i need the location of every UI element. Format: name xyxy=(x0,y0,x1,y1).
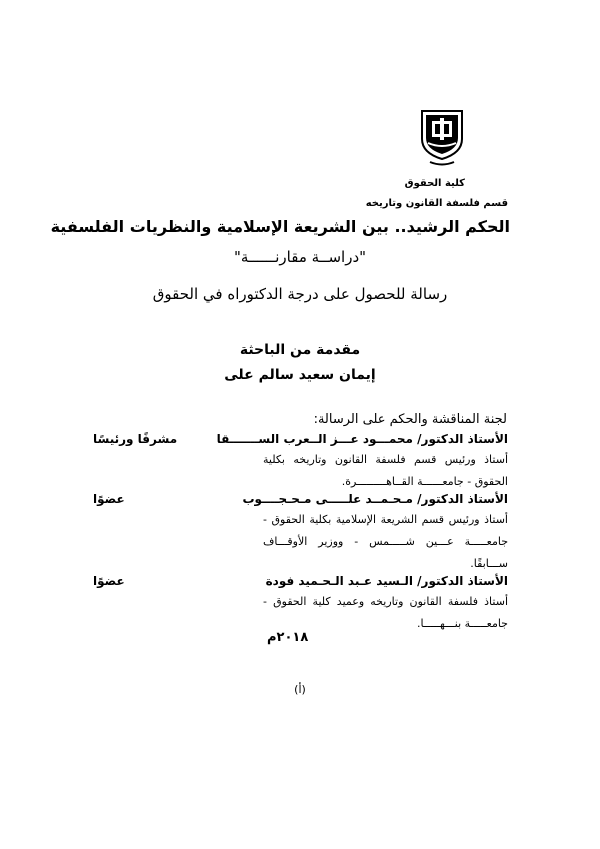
thesis-year: ٢٠١٨م xyxy=(267,630,309,645)
committee-member-3 xyxy=(93,574,508,592)
researcher-name: إيمان سعيد سالم على xyxy=(224,367,376,383)
committee-member-1 xyxy=(93,432,508,450)
member-name: الأستاذ الدكتور/ محمـــود عـــز الــعرب الســـــــقا xyxy=(216,432,508,446)
member-name: الأستاذ الدكتور/ مـحـمــد علـــــى مـحـجــــوب xyxy=(242,492,508,506)
member-role: عضوًا xyxy=(93,574,125,588)
university-crest-icon xyxy=(418,109,466,167)
member-name: الأستاذ الدكتور/ الـسيد عـبد الـحـميد فودة xyxy=(265,574,508,588)
committee-heading: لجنة المناقشة والحكم على الرسالة: xyxy=(313,412,507,427)
department-name: قسم فلسفة القانون وتاريخه xyxy=(365,198,508,209)
member-description: أستاذ ورئيس قسم فلسفة القانون وتاريخه بكلية الحقوق - جامعــــــة القــاهـــــــــرة. xyxy=(263,453,508,488)
thesis-title: الحكم الرشيد.. بين الشريعة الإسلامية والنظريات الفلسفية xyxy=(50,217,510,236)
presented-by: مقدمة من الباحثة xyxy=(239,342,361,358)
committee-member-2 xyxy=(93,492,508,510)
member-description: أستاذ فلسفة القانون وتاريخه وعميد كلية الحقوق - جامعـــــة بنـــهـــــا. xyxy=(263,595,508,630)
member-role: مشرفًا ورئيسًا xyxy=(93,432,178,446)
thesis-subtitle: "دراســة مقارنــــــة" xyxy=(233,248,367,266)
faculty-name: كلية الحقوق xyxy=(404,178,465,189)
member-description: أستاذ ورئيس قسم الشريعة الإسلامية بكلية الحقوق - جامعـــــة عـــين شـــــمس - ووزير الأوقـــاف ســـابقًا. xyxy=(263,513,508,570)
page-number: (أ) xyxy=(294,683,306,696)
member-role: عضوًا xyxy=(93,492,125,506)
thesis-purpose: رسالة للحصول على درجة الدكتوراه في الحقوق xyxy=(152,285,448,303)
